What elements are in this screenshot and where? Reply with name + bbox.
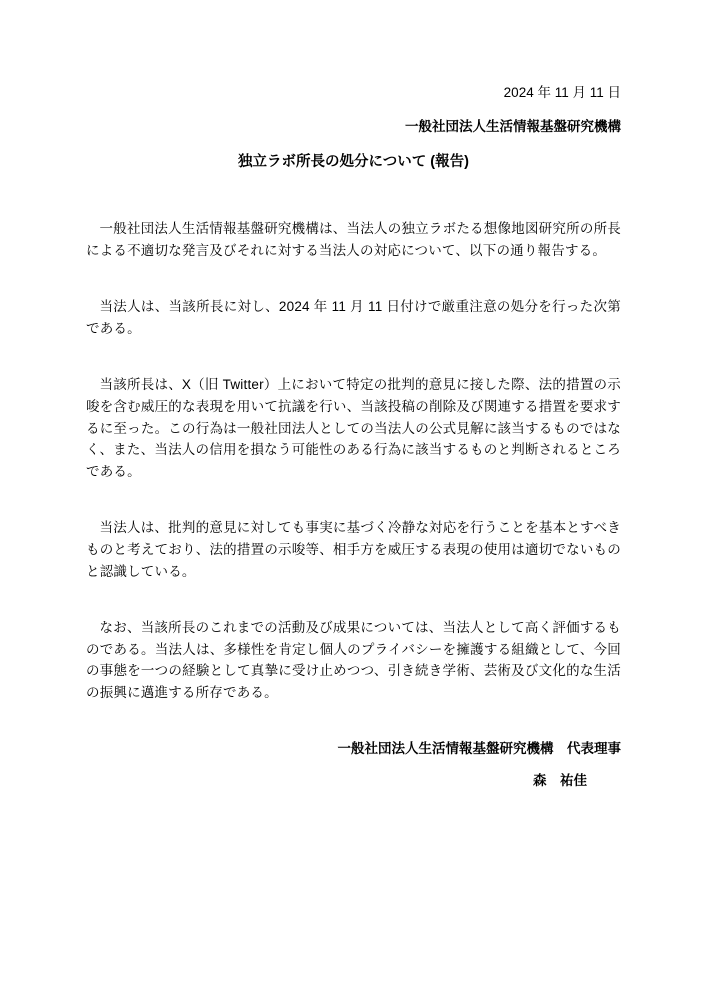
document-date: 2024 年 11 月 11 日 [503, 85, 621, 100]
paragraph-policy-statement: 当法人は、批判的意見に対しても事実に基づく冷静な対応を行うことを基本とすべきものと考えており、法的措置の示唆等、相手方を威圧する表現の使用は適切でないものと認識している。 [86, 520, 621, 579]
document-title: 独立ラボ所長の処分について (報告) [238, 154, 469, 171]
paragraph-introduction: 一般社団法人生活情報基盤研究機構は、当法人の独立ラボたる想像地図研究所の所長による不適切な発言及びそれに対する当法人の対応について、以下の通り報告する。 [86, 221, 621, 259]
issuing-organization: 一般社団法人生活情報基盤研究機構 [405, 118, 621, 134]
signature-name: 森 祐佳 [533, 772, 587, 788]
signature-organization: 一般社団法人生活情報基盤研究機構 代表理事 [337, 741, 621, 757]
paragraph-incident-details: 当該所長は、X（旧 Twitter）上において特定の批判的意見に接した際、法的措置の示唆を含む威圧的な表現を用いて抗議を行い、当該投稿の削除及び関連する措置を要求するに至った。この行為は一般社団法人としての当法人の公式見解に該当するものではなく、また、当法人の信用を損なう可能性のある行為に該当するものと判断されるところである。 [86, 376, 621, 480]
paragraph-closing-remarks: なお、当該所長のこれまでの活動及び成果については、当法人として高く評価するものである。当法人は、多様性を肯定し個人のプライバシーを擁護する組織として、今回の事態を一つの経験として真摯に受け止めつつ、引き続き学術、芸術及び文化的な生活の振興に邁進する所存である。 [86, 619, 621, 701]
paragraph-disposition: 当法人は、当該所長に対し、2024 年 11 月 11 日付けで厳重注意の処分を行った次第である。 [86, 299, 621, 336]
